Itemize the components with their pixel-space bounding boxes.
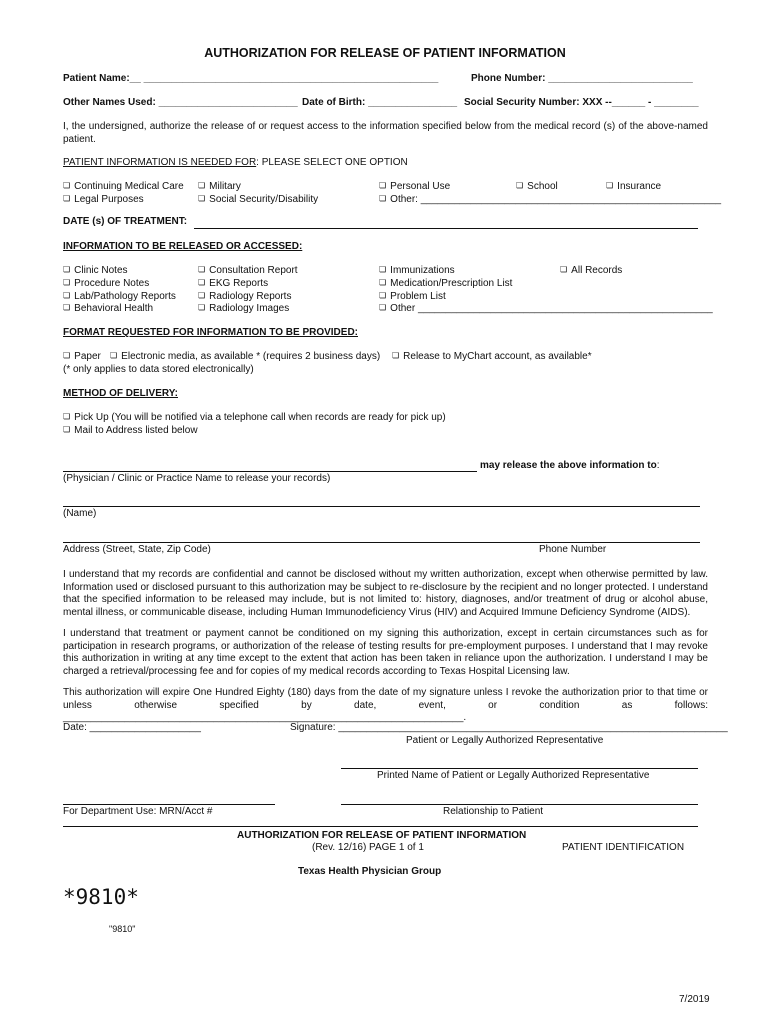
checkbox-insurance[interactable]: ❏ Insurance (606, 181, 661, 194)
dates-of-treatment-label: DATE (s) OF TREATMENT: (63, 216, 188, 227)
checkbox-social-security[interactable]: ❏ Social Security/Disability (198, 194, 318, 207)
intro-text: I, the undersigned, authorize the release of or request access to the information specified below from the medical record (s) of the above-named patient. (63, 121, 708, 145)
checkbox-radiology-reports[interactable]: ❏ Radiology Reports (198, 291, 291, 304)
checkbox-lab-reports[interactable]: ❏ Lab/Pathology Reports (63, 291, 176, 304)
checkbox-paper[interactable]: ❏ Paper (63, 351, 101, 364)
needed-for-label: PATIENT INFORMATION IS NEEDED FOR (63, 157, 257, 168)
patient-rep-label: Patient or Legally Authorized Representative (406, 735, 604, 746)
address-label: Address (Street, State, Zip Code) (63, 544, 211, 555)
footer-title: AUTHORIZATION FOR RELEASE OF PATIENT INFORMATION (237, 830, 527, 841)
checkbox-medication-list[interactable]: ❏ Medication/Prescription List (379, 278, 512, 291)
phone-label: Phone Number (539, 544, 607, 555)
checkbox-immunizations[interactable]: ❏ Immunizations (379, 265, 455, 278)
checkbox-consultation-report[interactable]: ❏ Consultation Report (198, 265, 298, 278)
may-release-text (480, 460, 660, 473)
info-released-heading: INFORMATION TO BE RELEASED OR ACCESSED: (63, 241, 303, 252)
checkbox-procedure-notes[interactable]: ❏ Procedure Notes (63, 278, 149, 291)
checkbox-continuing-care[interactable]: ❏ Continuing Medical Care (63, 181, 184, 194)
footer-revision: (Rev. 12/16) PAGE 1 of 1 (312, 842, 424, 853)
checkbox-behavioral-health[interactable]: ❏ Behavioral Health (63, 303, 153, 316)
treatment-paragraph: I understand that treatment or payment cannot be conditioned on my signing this authorization, except in certain circumstances such as for participation in research programs, or authorization of the release of testing results for pre-employment purposes. I understand that I may revoke this authorization in writing at any time except to the extent that action has been taken in reliance upon the authorization. I understand I may be charged a retrieval/processing fee and for copies of my medical records according to Texas Hospital Licensing law. (63, 628, 708, 677)
checkbox-other-purpose[interactable]: ❏ Other: ______________________________________________________ (379, 194, 721, 207)
may-release-label: may release the above information to (480, 460, 657, 471)
form-title: AUTHORIZATION FOR RELEASE OF PATIENT INFORMATION (204, 46, 566, 60)
checkbox-school[interactable]: ❏ School (516, 181, 558, 194)
checkbox-mail[interactable]: ❏ Mail to Address listed below (63, 425, 198, 438)
checkbox-radiology-images[interactable]: ❏ Radiology Images (198, 303, 289, 316)
expiration-paragraph: This authorization will expire One Hundred Eighty (180) days from the date of my signature unless I revoke the authorization prior to that time or unless otherwise specified by date, event, or condition as follows: ________________________________________________________________________. (63, 687, 708, 724)
checkbox-pick-up[interactable]: ❏ Pick Up (You will be notified via a telephone call when records are ready for pick up) (63, 412, 446, 425)
printed-name-label: Printed Name of Patient or Legally Authorized Representative (377, 770, 650, 781)
may-release-colon: : (656, 460, 660, 471)
relationship-label: Relationship to Patient (443, 806, 544, 817)
patient-name-field[interactable]: Patient Name:__ _____________________________________________________ (63, 73, 439, 84)
checkbox-other-info[interactable]: ❏ Other _____________________________________________________ (379, 303, 713, 316)
footer-divider (63, 826, 698, 827)
name-label: (Name) (63, 508, 97, 519)
physician-label: (Physician / Clinic or Practice Name to release your records) (63, 473, 331, 484)
phone-number-field[interactable]: Phone Number: __________________________ (471, 73, 693, 84)
format-heading: FORMAT REQUESTED FOR INFORMATION TO BE PROVIDED: (63, 327, 358, 338)
needed-for-heading (63, 157, 408, 170)
checkbox-ekg-reports[interactable]: ❏ EKG Reports (198, 278, 268, 291)
date-of-birth-field[interactable]: Date of Birth: ________________ (302, 97, 458, 108)
checkbox-legal-purposes[interactable]: ❏ Legal Purposes (63, 194, 144, 207)
delivery-heading: METHOD OF DELIVERY: (63, 388, 178, 399)
printed-name-line[interactable] (341, 768, 698, 769)
signature-field[interactable]: Signature: ______________________________________________________________________ (290, 722, 728, 733)
format-note: (* only applies to data stored electronically) (63, 364, 254, 375)
form-code: "9810" (109, 924, 136, 934)
dept-use-label: For Department Use: MRN/Acct # (63, 806, 213, 817)
address-line[interactable] (63, 542, 700, 543)
checkbox-mychart[interactable]: ❏ Release to MyChart account, as available* (392, 351, 592, 364)
checkbox-clinic-notes[interactable]: ❏ Clinic Notes (63, 265, 128, 278)
relationship-line[interactable] (341, 804, 698, 805)
dept-use-line[interactable] (63, 804, 275, 805)
dates-of-treatment-line[interactable] (194, 228, 698, 229)
patient-identification-label: PATIENT IDENTIFICATION (562, 842, 685, 853)
date-field[interactable]: Date: ____________________ (63, 722, 201, 733)
organization-name: Texas Health Physician Group (298, 866, 442, 877)
physician-line[interactable] (63, 471, 477, 472)
other-names-field[interactable]: Other Names Used: _________________________ (63, 97, 298, 108)
checkbox-problem-list[interactable]: ❏ Problem List (379, 291, 446, 304)
checkbox-electronic[interactable]: ❏ Electronic media, as available * (requires 2 business days) (110, 351, 380, 364)
checkbox-personal-use[interactable]: ❏ Personal Use (379, 181, 450, 194)
barcode-text: *9810* (63, 885, 139, 909)
checkbox-all-records[interactable]: ❏ All Records (560, 265, 622, 278)
form-date: 7/2019 (679, 994, 710, 1005)
ssn-field[interactable]: Social Security Number: XXX --______ - ________ (464, 97, 699, 108)
needed-for-suffix: : PLEASE SELECT ONE OPTION (256, 157, 408, 168)
name-line[interactable] (63, 506, 700, 507)
checkbox-military[interactable]: ❏ Military (198, 181, 241, 194)
confidentiality-paragraph: I understand that my records are confidential and cannot be disclosed without my written authorization, except when otherwise permitted by law. Information used or disclosed pursuant to this authorization may be subject to re-disclosure by the recipient and no longer protected. I understand that the specified information to be released may include, but is not limited to: history, diagnoses, and/or treatment of drug or alcohol abuse, mental illness, or communicable disease, including Human Immunodeficiency Virus (HIV) and Acquired Immune Deficiency Syndrome (AIDS). (63, 569, 708, 618)
